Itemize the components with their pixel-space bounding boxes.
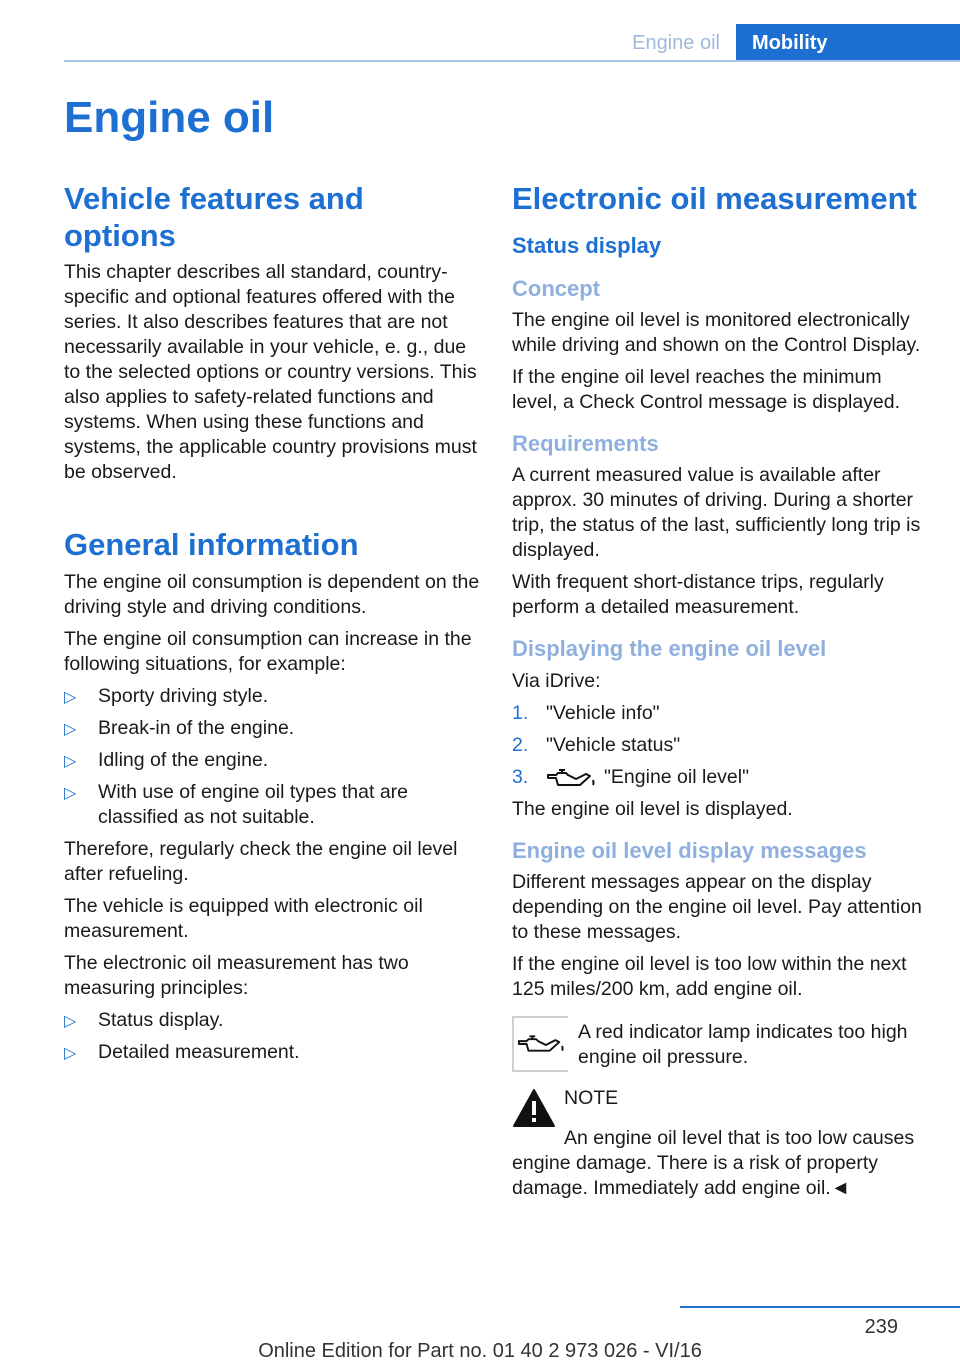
general-info-p1: The engine oil consumption is dependent on the driving style and driving conditions. bbox=[64, 570, 480, 618]
concept-p2: If the engine oil level reaches the minimum level, a Check Control message is displayed. bbox=[512, 365, 901, 413]
displaying-heading: Displaying the engine oil level bbox=[512, 636, 827, 662]
idrive-steps-list bbox=[512, 701, 924, 790]
header-divider bbox=[64, 60, 960, 62]
footer-divider bbox=[680, 1306, 960, 1308]
triangle-right-icon: ▷ bbox=[64, 1044, 77, 1062]
list-item[interactable]: 1. "Vehicle info" bbox=[512, 701, 660, 724]
concept-heading: Concept bbox=[512, 275, 600, 301]
footer-edition: Online Edition for Part no. 01 40 2 973 026 - VI/16 bbox=[258, 1340, 702, 1362]
list-item: ▷ Sporty driving style. bbox=[64, 684, 480, 709]
header-chapter-tab[interactable]: Mobility bbox=[736, 24, 960, 62]
measuring-principles-list bbox=[64, 1008, 480, 1065]
messages-p1: Different messages appear on the display depending on the engine oil level. Pay attention to these messages. bbox=[512, 871, 922, 944]
left-column bbox=[64, 180, 480, 1072]
triangle-right-icon: ▷ bbox=[64, 752, 77, 770]
triangle-right-icon: ▷ bbox=[64, 784, 77, 802]
consumption-situations-list bbox=[64, 684, 480, 830]
messages-p2: If the engine oil level is too low within the next 125 miles/200 km, add engine oil. bbox=[512, 953, 907, 1001]
electronic-oil-heading: Electronic oil measurement bbox=[512, 181, 917, 216]
triangle-right-icon: ▷ bbox=[64, 688, 77, 706]
page-title: Engine oil bbox=[64, 93, 275, 142]
vehicle-features-text: This chapter describes all standard, country-specific and optional features offered with the series. It also describes features that are not necessarily available in your vehicle, e. g., due to the selected options or country versions. This also applies to safety-related functions and systems. When using these functions and systems, the applicable country provisions must be observed. bbox=[64, 261, 477, 484]
list-item: ▷ Status display. bbox=[64, 1008, 480, 1033]
requirements-p2: With frequent short-distance trips, regularly perform a detailed measurement. bbox=[512, 571, 884, 619]
via-idrive: Via iDrive: bbox=[512, 669, 601, 692]
general-info-heading: General information bbox=[64, 527, 359, 563]
right-column bbox=[512, 180, 924, 1208]
concept-p1: The engine oil level is monitored electronically while driving and shown on the Control Display. bbox=[512, 308, 921, 356]
list-item[interactable]: 3. "Engine oil level" bbox=[512, 765, 750, 788]
note-block bbox=[512, 1086, 924, 1128]
indicator-lamp-text: A red indicator lamp indicates too high engine oil pressure. bbox=[578, 1021, 908, 1069]
status-display-heading: Status display bbox=[512, 233, 662, 259]
warning-triangle-icon bbox=[512, 1088, 556, 1128]
list-item[interactable]: 2. "Vehicle status" bbox=[512, 733, 681, 756]
list-item: ▷ Idling of the engine. bbox=[64, 748, 480, 773]
indicator-lamp-box bbox=[512, 1016, 568, 1072]
vehicle-features-heading: Vehicle features and options bbox=[64, 181, 364, 254]
general-info-p5: The electronic oil measurement has two measuring principles: bbox=[64, 951, 409, 999]
note-text: An engine oil level that is too low causes engine damage. There is a risk of property damage. Immediately add engine oil.◄ bbox=[512, 1127, 915, 1200]
header-tabs bbox=[608, 24, 960, 62]
requirements-p1: A current measured value is available after approx. 30 minutes of driving. During a shorter trip, the status of the last, sufficiently long trip is displayed. bbox=[512, 464, 921, 562]
indicator-lamp-row bbox=[512, 1016, 924, 1072]
note-label: NOTE bbox=[564, 1087, 619, 1110]
requirements-heading: Requirements bbox=[512, 430, 659, 456]
triangle-right-icon: ▷ bbox=[64, 720, 77, 738]
list-item: ▷ Break-in of the engine. bbox=[64, 716, 480, 741]
triangle-right-icon: ▷ bbox=[64, 1012, 77, 1030]
messages-heading: Engine oil level display messages bbox=[512, 837, 867, 863]
oil-can-icon bbox=[546, 767, 596, 789]
general-info-p4: The vehicle is equipped with electronic oil measurement. bbox=[64, 894, 423, 942]
oil-can-icon bbox=[517, 1032, 565, 1056]
displaying-result: The engine oil level is displayed. bbox=[512, 797, 793, 820]
list-item: ▷ With use of engine oil types that are classified as not suitable. bbox=[64, 780, 409, 828]
header-section-tab[interactable]: Engine oil bbox=[632, 31, 720, 54]
general-info-p3: Therefore, regularly check the engine oil level after refueling. bbox=[64, 837, 458, 885]
page-number: 239 bbox=[864, 1316, 898, 1338]
list-item: ▷ Detailed measurement. bbox=[64, 1040, 480, 1065]
general-info-p2: The engine oil consumption can increase in the following situations, for example: bbox=[64, 627, 472, 675]
